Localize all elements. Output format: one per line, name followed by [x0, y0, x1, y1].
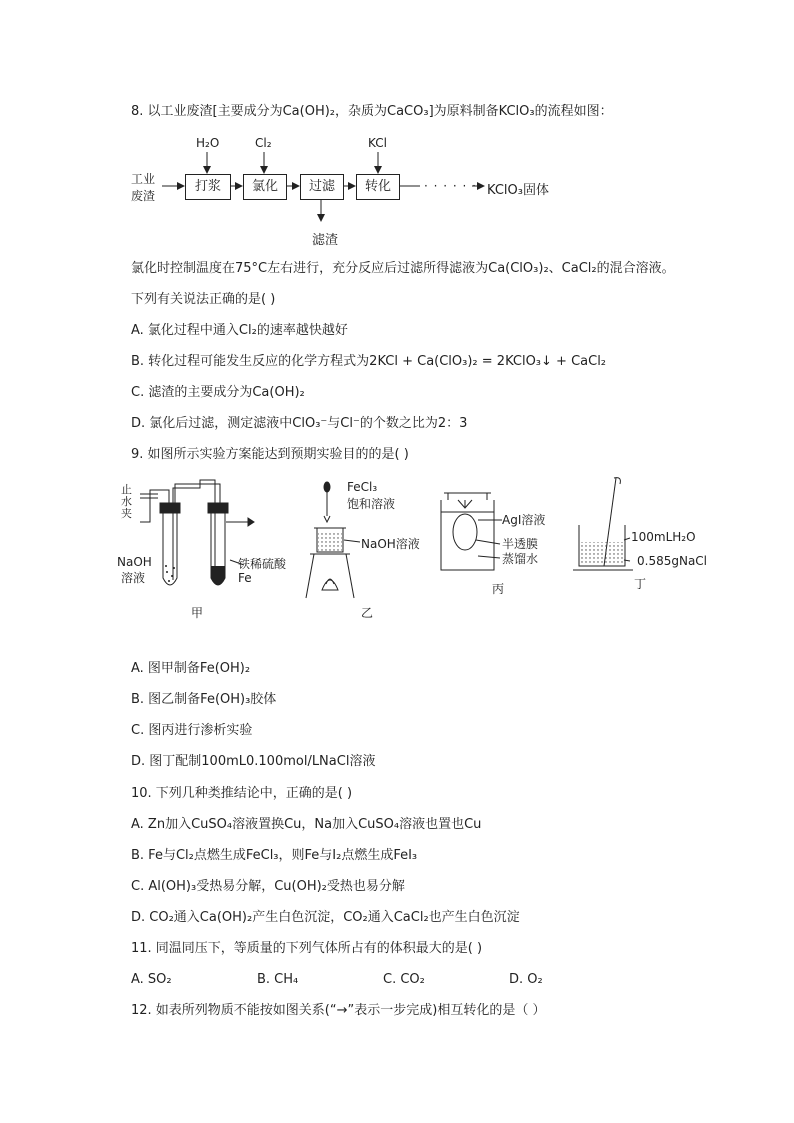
q11-option-b: B. CH₄	[257, 972, 299, 987]
q10-option-b: B. Fe与Cl₂点燃生成FeCl₃，则Fe与I₂点燃生成FeI₃	[131, 848, 418, 863]
q8-desc: 氯化时控制温度在75°C左右进行，充分反应后过滤所得滤液为Ca(ClO₃)₂、CaCl₂的混合溶液。	[131, 261, 675, 276]
flow-source-line1: 工业	[131, 172, 156, 186]
q8-option-a: A. 氯化过程中通入Cl₂的速率越快越好	[131, 323, 348, 338]
flow-step-conversion: 转化	[356, 174, 400, 200]
q11-stem: 11. 同温同压下，等质量的下列气体所占有的体积最大的是( )	[131, 941, 483, 956]
q11-option-a: A. SO₂	[131, 972, 172, 987]
jia-clip-label-1: 止	[121, 483, 132, 496]
q10-option-d: D. CO₂通入Ca(OH)₂产生白色沉淀，CO₂通入CaCl₂也产生白色沉淀	[131, 910, 520, 925]
flow-step-chlorination: 氯化	[243, 174, 287, 200]
flow-input-cl2: Cl₂	[255, 136, 272, 150]
q8-option-d: D. 氯化后过滤，测定滤液中ClO₃⁻与Cl⁻的个数之比为2：3	[131, 416, 468, 431]
yi-fecl3-label: FeCl₃	[347, 480, 378, 494]
flow-product: KClO₃固体	[487, 183, 549, 198]
q8-option-b: B. 转化过程可能发生反应的化学方程式为2KCl + Ca(ClO₃)₂ = 2KClO₃↓ + CaCl₂	[131, 354, 607, 369]
jia-fe-label: Fe	[238, 571, 252, 585]
ding-caption: 丁	[634, 577, 647, 591]
q8-option-c: C. 滤渣的主要成分为Ca(OH)₂	[131, 385, 305, 400]
yi-naoh-label: NaOH溶液	[361, 537, 420, 551]
yi-caption: 乙	[361, 606, 374, 620]
flow-residue: 滤渣	[312, 233, 339, 248]
q10-option-a: A. Zn加入CuSO₄溶液置换Cu，Na加入CuSO₄溶液也置也Cu	[131, 817, 482, 832]
ding-nacl-label: 0.585gNaCl	[637, 554, 708, 568]
q9-option-c: C. 图丙进行渗析实验	[131, 723, 253, 738]
q9-option-d: D. 图丁配制100mL0.100mol/LNaCl溶液	[131, 754, 376, 769]
jia-clip-label-3: 夹	[121, 507, 132, 520]
q10-stem: 10. 下列几种类推结论中，正确的是( )	[131, 786, 353, 801]
q8-stem: 8. 以工业废渣[主要成分为Ca(OH)₂，杂质为CaCO₃]为原料制备KClO₃的流程如图：	[131, 104, 613, 119]
bing-membrane-label: 半透膜	[502, 537, 539, 551]
bing-caption: 丙	[492, 582, 505, 596]
q11-option-c: C. CO₂	[383, 972, 425, 987]
jia-naoh-label: NaOH	[117, 555, 152, 569]
q12-stem: 12. 如表所列物质不能按如图关系(“→”表示一步完成)相互转化的是（ ）	[131, 1003, 546, 1018]
bing-water-label: 蒸馏水	[502, 552, 539, 566]
flow-dots: · · · · · ·	[424, 179, 477, 193]
q10-option-c: C. Al(OH)₃受热易分解，Cu(OH)₂受热也易分解	[131, 879, 405, 894]
jia-acid-label-2: 稀硫酸	[250, 557, 287, 571]
flow-input-h2o: H₂O	[196, 136, 220, 150]
q9-stem: 9. 如图所示实验方案能达到预期实验目的的是( )	[131, 447, 409, 462]
jia-caption: 甲	[191, 606, 204, 620]
jia-clip-label-2: 水	[121, 495, 132, 508]
ding-water-label: 100mLH₂O	[631, 530, 696, 544]
jia-solution-label: 溶液	[121, 571, 146, 585]
q9-option-b: B. 图乙制备Fe(OH)₃胶体	[131, 692, 277, 707]
bing-agi-label: AgI溶液	[502, 513, 546, 527]
flow-step-filtration: 过滤	[300, 174, 344, 200]
jia-acid-label: 铁	[238, 557, 251, 571]
q11-option-d: D. O₂	[509, 972, 543, 987]
yi-saturated-label: 饱和溶液	[347, 497, 396, 511]
flow-source-line2: 废渣	[131, 189, 156, 203]
flow-step-slurry: 打浆	[185, 174, 231, 200]
q8-ask: 下列有关说法正确的是( )	[131, 292, 276, 307]
q9-option-a: A. 图甲制备Fe(OH)₂	[131, 661, 251, 676]
flow-input-kcl: KCl	[368, 136, 387, 150]
